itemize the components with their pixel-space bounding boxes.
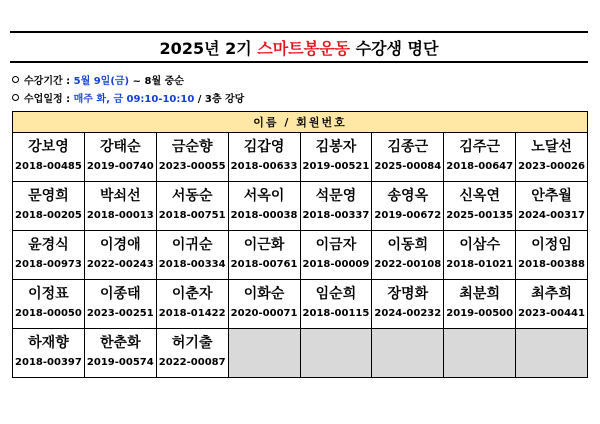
member-cell [13, 231, 85, 280]
member-cell [300, 182, 372, 231]
member-name: 김봉자 [315, 139, 357, 155]
member-id: 2018-01422 [158, 308, 226, 319]
member-name: 이화순 [243, 286, 285, 302]
member-name: 최추희 [531, 286, 572, 302]
member-id: 2024-00232 [374, 308, 442, 319]
member-cell [13, 182, 85, 231]
member-id: 2018-01021 [446, 259, 514, 270]
member-id: 2018-00050 [15, 308, 82, 319]
empty-cell [372, 329, 444, 378]
member-id: 2022-00087 [158, 357, 226, 368]
member-cell [228, 231, 300, 280]
member-cell [156, 329, 228, 378]
member-id: 2023-00026 [518, 161, 585, 172]
member-cell [444, 182, 516, 231]
member-id: 2018-00973 [15, 259, 82, 270]
member-cell [84, 133, 156, 182]
member-name: 신옥연 [459, 188, 500, 204]
empty-cell [516, 329, 588, 378]
document-title [10, 31, 588, 63]
member-id: 2018-00633 [230, 161, 298, 172]
member-id: 2025-00084 [374, 161, 442, 172]
member-cell [372, 280, 444, 329]
member-cell [444, 231, 516, 280]
member-id: 2018-00761 [230, 259, 298, 270]
schedule-rest: / 3층 강당 [194, 94, 245, 105]
member-id: 2018-00009 [302, 259, 370, 270]
member-name: 노달선 [531, 139, 572, 155]
member-id: 2020-00071 [230, 308, 298, 319]
member-cell [300, 231, 372, 280]
member-id: 2018-00334 [158, 259, 226, 270]
member-id: 2025-00135 [446, 210, 514, 221]
member-name: 송영옥 [387, 188, 429, 204]
member-cell [300, 280, 372, 329]
member-cell [84, 182, 156, 231]
member-cell [372, 182, 444, 231]
member-cell [13, 329, 85, 378]
member-id: 2023-00251 [86, 308, 154, 319]
member-name: 한춘화 [100, 335, 141, 351]
member-name: 이동희 [387, 237, 429, 253]
member-name: 박쇠선 [100, 188, 141, 204]
member-name: 이금자 [315, 237, 357, 253]
member-name: 김갑영 [243, 139, 285, 155]
schedule-line [12, 90, 244, 105]
member-id: 2018-00337 [302, 210, 370, 221]
member-name: 이종태 [100, 286, 141, 302]
table-row [13, 133, 588, 182]
member-cell [300, 133, 372, 182]
member-name: 이근화 [243, 237, 285, 253]
member-name: 이경애 [100, 237, 141, 253]
schedule-label: 수업일정 : [24, 94, 74, 105]
member-cell [84, 231, 156, 280]
table-row [13, 231, 588, 280]
member-cell [444, 280, 516, 329]
title-highlight: 스마트봉운동 [257, 38, 351, 58]
empty-cell [228, 329, 300, 378]
period-label: 수강기간 : [24, 76, 74, 87]
title-prefix: 2025년 2기 [159, 38, 258, 58]
member-cell [444, 133, 516, 182]
member-cell [372, 133, 444, 182]
member-id: 2018-00115 [302, 308, 370, 319]
member-name: 안추월 [531, 188, 572, 204]
member-name: 서동순 [171, 188, 213, 204]
member-name: 강보영 [28, 139, 69, 155]
member-name: 김주근 [459, 139, 500, 155]
table-row [13, 280, 588, 329]
member-name: 서옥이 [243, 188, 285, 204]
member-name: 강태순 [100, 139, 141, 155]
member-name: 석문영 [315, 188, 357, 204]
member-id: 2024-00317 [518, 210, 585, 221]
period-value: 5월 9일(금) [73, 76, 130, 87]
table-row [13, 329, 588, 378]
circle-bullet-icon [12, 76, 19, 83]
member-name: 이삼수 [459, 237, 500, 253]
member-id: 2018-00013 [86, 210, 154, 221]
member-cell [13, 133, 85, 182]
member-cell [156, 182, 228, 231]
member-cell [516, 231, 588, 280]
table-row [13, 182, 588, 231]
period-rest: ~ 8월 중순 [129, 76, 184, 87]
period-line [12, 72, 184, 87]
member-cell [228, 280, 300, 329]
member-name: 이춘자 [171, 286, 213, 302]
member-id: 2022-00108 [374, 259, 442, 270]
member-cell [516, 182, 588, 231]
member-cell [84, 329, 156, 378]
member-name: 문영희 [28, 188, 69, 204]
member-id: 2018-00205 [15, 210, 82, 221]
empty-cell [444, 329, 516, 378]
member-cell [156, 231, 228, 280]
member-name: 김종근 [387, 139, 429, 155]
member-name: 이정임 [531, 237, 572, 253]
member-id: 2023-00441 [518, 308, 585, 319]
member-name: 허기출 [171, 335, 213, 351]
member-id: 2018-00388 [518, 259, 585, 270]
member-id: 2019-00672 [374, 210, 442, 221]
roster-table [12, 111, 588, 378]
member-id: 2023-00055 [158, 161, 226, 172]
table-header: 이름 / 회원번호 [13, 112, 588, 133]
member-cell [228, 182, 300, 231]
member-id: 2018-00647 [446, 161, 514, 172]
member-name: 최분희 [459, 286, 500, 302]
member-id: 2019-00740 [86, 161, 154, 172]
member-cell [372, 231, 444, 280]
member-cell [156, 280, 228, 329]
member-id: 2018-00038 [230, 210, 298, 221]
member-name: 금순향 [171, 139, 213, 155]
empty-cell [300, 329, 372, 378]
title-suffix: 수강생 명단 [350, 38, 439, 58]
member-id: 2018-00397 [15, 357, 82, 368]
member-id: 2019-00521 [302, 161, 370, 172]
member-id: 2022-00243 [86, 259, 154, 270]
member-id: 2019-00500 [446, 308, 514, 319]
member-cell [516, 133, 588, 182]
member-name: 하재향 [28, 335, 69, 351]
member-cell [516, 280, 588, 329]
member-id: 2018-00485 [15, 161, 82, 172]
member-id: 2019-00574 [86, 357, 154, 368]
member-name: 이정표 [28, 286, 69, 302]
circle-bullet-icon [12, 94, 19, 101]
member-name: 임순희 [315, 286, 357, 302]
member-id: 2018-00751 [158, 210, 226, 221]
member-cell [156, 133, 228, 182]
member-cell [84, 280, 156, 329]
member-cell [228, 133, 300, 182]
member-cell [13, 280, 85, 329]
member-name: 윤경식 [28, 237, 69, 253]
member-name: 장명화 [387, 286, 429, 302]
member-name: 이귀순 [171, 237, 213, 253]
schedule-value: 매주 화, 금 09:10-10:10 [73, 94, 195, 105]
